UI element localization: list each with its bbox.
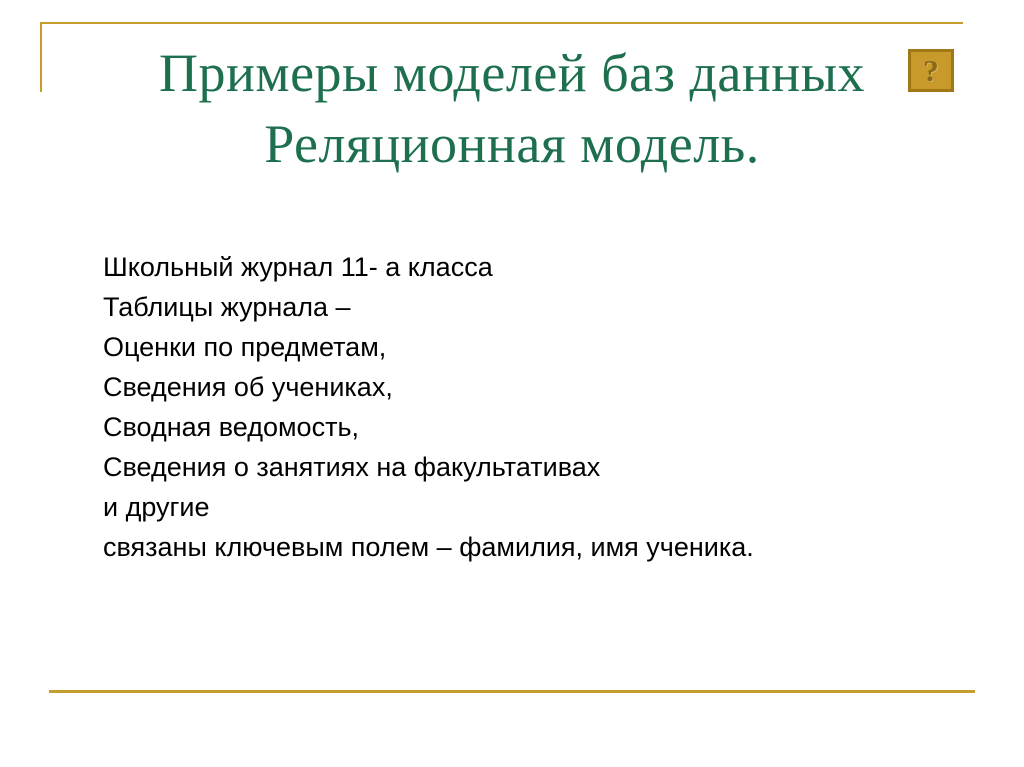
body-line: Сведения о занятиях на факультативах <box>103 452 601 482</box>
slide-title-line-2: Реляционная модель. <box>264 114 760 174</box>
body-line: Сведения об учениках, <box>103 372 393 402</box>
left-corner-line <box>40 22 42 92</box>
bottom-border-line <box>49 690 975 693</box>
body-line: Школьный журнал 11- а класса <box>103 252 493 282</box>
body-line: связаны ключевым полем – фамилия, имя ученика. <box>103 532 754 562</box>
body-line: Таблицы журнала – <box>103 292 351 322</box>
slide-body <box>103 247 754 567</box>
slide-title-line-1: Примеры моделей баз данных <box>159 43 865 103</box>
slide-title <box>62 38 962 180</box>
help-question-icon[interactable] <box>908 49 954 92</box>
body-line: Оценки по предметам, <box>103 332 387 362</box>
body-line: Сводная ведомость, <box>103 412 360 442</box>
top-border-line <box>40 22 963 24</box>
question-mark-glyph: ? <box>923 52 939 88</box>
body-line: и другие <box>103 492 210 522</box>
